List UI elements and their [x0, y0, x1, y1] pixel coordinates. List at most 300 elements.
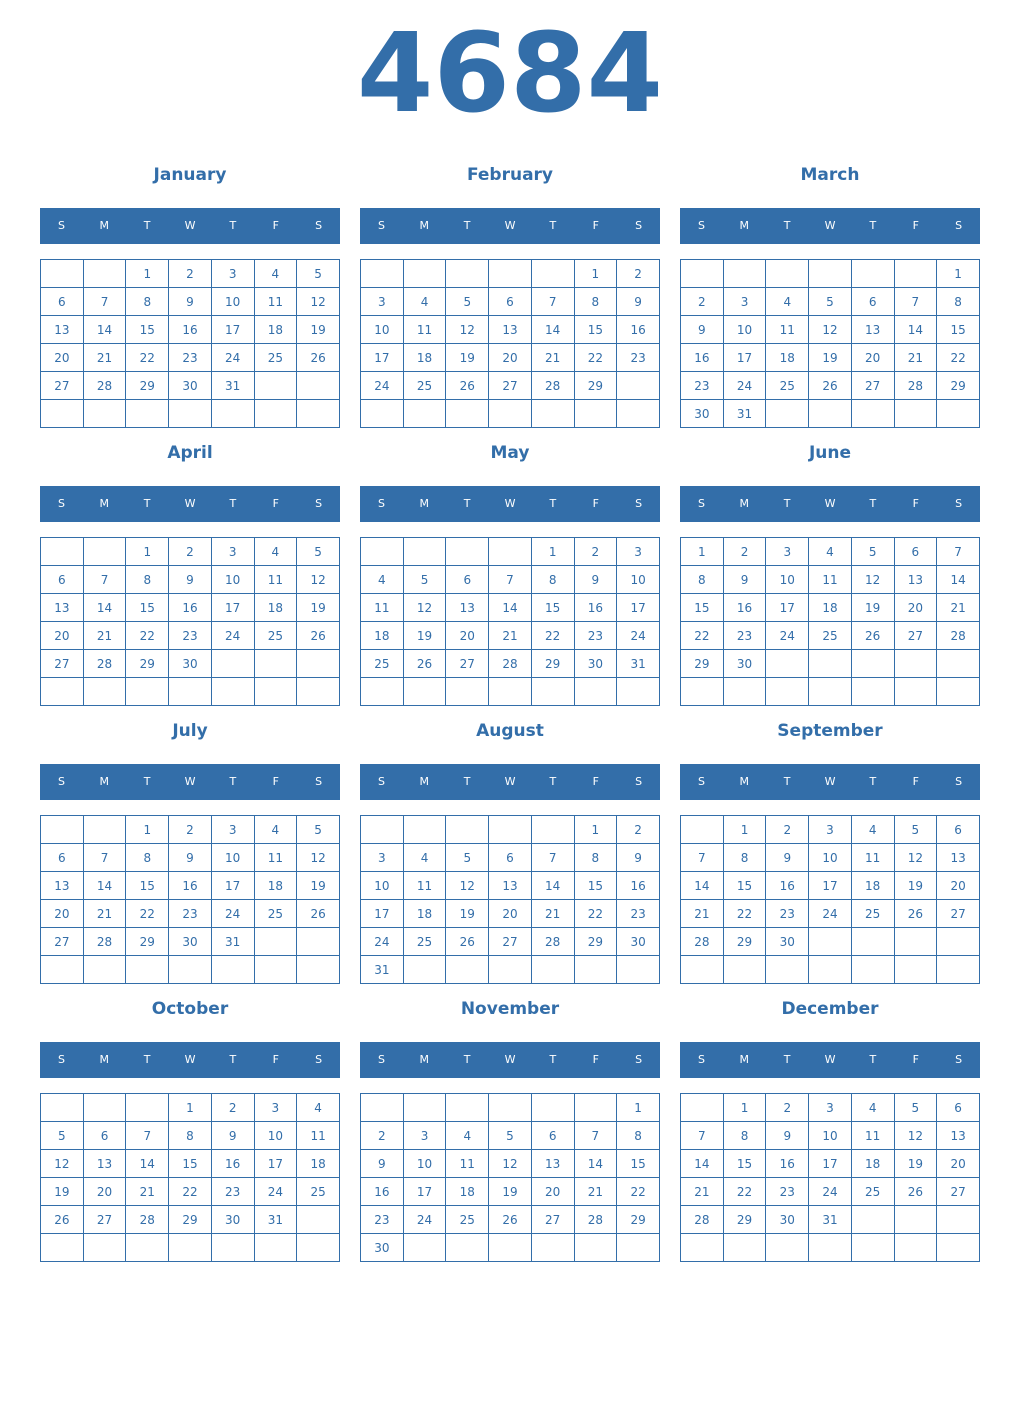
day-cell — [41, 1234, 84, 1262]
day-cell: 3 — [766, 538, 809, 566]
day-cell: 24 — [211, 622, 254, 650]
day-cell: 9 — [361, 1150, 404, 1178]
day-cell: 17 — [254, 1150, 297, 1178]
weekday-header — [360, 1042, 660, 1078]
day-cell: 17 — [403, 1178, 446, 1206]
day-cell: 12 — [297, 288, 340, 316]
day-cell: 12 — [446, 316, 489, 344]
day-cell: 17 — [361, 900, 404, 928]
day-cell — [894, 1206, 937, 1234]
week-row — [361, 1206, 660, 1234]
day-cell: 20 — [489, 900, 532, 928]
day-cell: 26 — [41, 1206, 84, 1234]
day-cell: 25 — [254, 900, 297, 928]
day-cell — [574, 678, 617, 706]
day-cell: 16 — [617, 316, 660, 344]
weekday-label: M — [739, 219, 750, 232]
month-name: November — [460, 999, 560, 1019]
week-row — [41, 1122, 340, 1150]
day-cell: 15 — [723, 1150, 766, 1178]
day-cell — [574, 956, 617, 984]
week-row — [361, 260, 660, 288]
weekday-label: T — [549, 219, 557, 232]
day-cell: 25 — [851, 900, 894, 928]
day-grid — [680, 259, 980, 428]
weekday-header — [360, 208, 660, 244]
day-cell: 19 — [894, 1150, 937, 1178]
day-cell — [169, 956, 212, 984]
day-cell: 21 — [489, 622, 532, 650]
day-cell: 15 — [723, 872, 766, 900]
day-cell: 6 — [41, 288, 84, 316]
day-cell: 12 — [851, 566, 894, 594]
day-cell — [531, 400, 574, 428]
day-cell: 28 — [531, 928, 574, 956]
day-cell — [809, 928, 852, 956]
day-cell: 30 — [169, 372, 212, 400]
day-cell — [254, 928, 297, 956]
day-cell — [41, 816, 84, 844]
weekday-label: W — [184, 775, 196, 788]
day-cell: 10 — [211, 288, 254, 316]
day-cell — [489, 400, 532, 428]
day-cell: 14 — [83, 316, 126, 344]
week-row — [681, 1206, 980, 1234]
day-cell — [531, 816, 574, 844]
day-cell: 18 — [766, 344, 809, 372]
day-cell: 12 — [403, 594, 446, 622]
day-cell — [297, 678, 340, 706]
week-row — [41, 400, 340, 428]
week-row — [41, 622, 340, 650]
week-row — [681, 594, 980, 622]
day-cell: 3 — [361, 844, 404, 872]
day-cell: 8 — [126, 844, 169, 872]
day-cell: 24 — [809, 1178, 852, 1206]
day-cell: 23 — [766, 900, 809, 928]
weekday-label: T — [143, 497, 151, 510]
weekday-label: S — [635, 775, 643, 788]
day-cell: 13 — [446, 594, 489, 622]
day-cell: 8 — [617, 1122, 660, 1150]
day-cell: 20 — [489, 344, 532, 372]
day-cell: 24 — [361, 928, 404, 956]
day-cell: 5 — [446, 288, 489, 316]
day-cell — [446, 816, 489, 844]
day-cell: 13 — [41, 872, 84, 900]
weekday-label: T — [229, 1053, 237, 1066]
day-cell: 10 — [211, 844, 254, 872]
day-cell: 29 — [723, 1206, 766, 1234]
week-row — [361, 344, 660, 372]
day-cell: 14 — [894, 316, 937, 344]
day-cell — [851, 1206, 894, 1234]
day-cell: 17 — [723, 344, 766, 372]
day-cell — [723, 678, 766, 706]
day-cell: 4 — [297, 1094, 340, 1122]
week-row — [41, 566, 340, 594]
week-row — [41, 928, 340, 956]
day-cell: 7 — [83, 566, 126, 594]
day-cell — [211, 650, 254, 678]
day-cell: 28 — [681, 1206, 724, 1234]
day-cell: 10 — [211, 566, 254, 594]
week-row — [41, 1234, 340, 1262]
day-cell: 2 — [766, 1094, 809, 1122]
day-cell: 10 — [766, 566, 809, 594]
day-cell — [723, 956, 766, 984]
day-cell: 18 — [851, 872, 894, 900]
day-cell: 4 — [403, 288, 446, 316]
day-cell: 23 — [211, 1178, 254, 1206]
day-cell — [894, 956, 937, 984]
day-cell: 1 — [574, 816, 617, 844]
day-cell: 20 — [531, 1178, 574, 1206]
day-cell: 9 — [766, 1122, 809, 1150]
day-cell: 17 — [617, 594, 660, 622]
day-cell — [83, 260, 126, 288]
day-cell: 29 — [937, 372, 980, 400]
day-cell — [41, 956, 84, 984]
day-cell: 3 — [809, 816, 852, 844]
day-cell: 2 — [766, 816, 809, 844]
day-cell: 7 — [574, 1122, 617, 1150]
day-cell: 6 — [937, 816, 980, 844]
weekday-label: T — [143, 775, 151, 788]
weekday-label: F — [592, 1053, 599, 1066]
day-cell: 3 — [361, 288, 404, 316]
day-cell — [446, 1234, 489, 1262]
day-cell: 18 — [361, 622, 404, 650]
day-cell: 14 — [126, 1150, 169, 1178]
week-row — [681, 900, 980, 928]
day-cell: 5 — [403, 566, 446, 594]
week-row — [361, 594, 660, 622]
day-cell: 18 — [809, 594, 852, 622]
day-cell: 6 — [531, 1122, 574, 1150]
day-cell: 18 — [297, 1150, 340, 1178]
day-cell — [126, 956, 169, 984]
day-cell: 15 — [126, 872, 169, 900]
day-cell: 25 — [254, 622, 297, 650]
day-cell: 29 — [681, 650, 724, 678]
day-cell: 24 — [403, 1206, 446, 1234]
week-row — [41, 900, 340, 928]
day-cell: 21 — [937, 594, 980, 622]
day-cell: 24 — [361, 372, 404, 400]
day-cell: 12 — [297, 566, 340, 594]
day-cell: 5 — [489, 1122, 532, 1150]
day-cell: 23 — [169, 622, 212, 650]
day-cell: 4 — [851, 1094, 894, 1122]
weekday-header — [40, 1042, 340, 1078]
weekday-label: T — [463, 775, 471, 788]
week-row — [41, 650, 340, 678]
week-row — [41, 538, 340, 566]
day-cell — [83, 1094, 126, 1122]
day-cell: 6 — [41, 844, 84, 872]
day-cell — [211, 678, 254, 706]
day-cell: 15 — [937, 316, 980, 344]
day-cell: 3 — [211, 538, 254, 566]
day-cell: 11 — [254, 566, 297, 594]
day-cell — [809, 956, 852, 984]
day-cell — [446, 538, 489, 566]
day-cell: 19 — [41, 1178, 84, 1206]
weekday-label: F — [272, 497, 279, 510]
weekday-label: F — [912, 775, 919, 788]
week-row — [681, 872, 980, 900]
day-cell: 20 — [83, 1178, 126, 1206]
day-cell: 25 — [361, 650, 404, 678]
day-cell: 16 — [169, 594, 212, 622]
weekday-label: W — [504, 1053, 516, 1066]
day-cell: 13 — [937, 1122, 980, 1150]
week-row — [41, 844, 340, 872]
week-row — [41, 1150, 340, 1178]
day-cell: 27 — [489, 372, 532, 400]
week-row — [41, 288, 340, 316]
day-grid — [360, 815, 660, 984]
day-cell — [894, 260, 937, 288]
day-cell — [937, 678, 980, 706]
day-cell: 16 — [617, 872, 660, 900]
day-cell — [297, 1234, 340, 1262]
day-cell: 6 — [446, 566, 489, 594]
day-grid — [360, 1093, 660, 1262]
weekday-label: T — [783, 219, 791, 232]
day-cell: 1 — [723, 1094, 766, 1122]
day-cell: 4 — [254, 538, 297, 566]
day-cell — [681, 956, 724, 984]
weekday-label: S — [635, 497, 643, 510]
day-cell: 24 — [617, 622, 660, 650]
day-cell — [766, 400, 809, 428]
day-cell: 8 — [723, 844, 766, 872]
day-cell: 31 — [723, 400, 766, 428]
week-row — [41, 1094, 340, 1122]
day-cell: 23 — [617, 900, 660, 928]
year-title: 4684 — [356, 9, 664, 137]
day-cell — [41, 538, 84, 566]
day-cell: 19 — [894, 872, 937, 900]
day-cell: 18 — [403, 900, 446, 928]
day-cell: 29 — [574, 928, 617, 956]
day-cell: 24 — [254, 1178, 297, 1206]
day-cell — [723, 260, 766, 288]
day-cell — [297, 372, 340, 400]
day-cell — [809, 260, 852, 288]
day-cell: 29 — [169, 1206, 212, 1234]
day-cell: 6 — [489, 288, 532, 316]
day-cell: 21 — [894, 344, 937, 372]
day-cell: 6 — [851, 288, 894, 316]
day-cell — [937, 928, 980, 956]
day-cell: 26 — [297, 900, 340, 928]
day-cell — [681, 678, 724, 706]
day-cell: 6 — [894, 538, 937, 566]
day-cell: 26 — [809, 372, 852, 400]
day-cell — [254, 678, 297, 706]
day-cell — [809, 1234, 852, 1262]
day-cell: 25 — [766, 372, 809, 400]
day-cell: 13 — [489, 872, 532, 900]
day-cell: 21 — [126, 1178, 169, 1206]
weekday-label: S — [315, 219, 323, 232]
day-cell: 8 — [574, 844, 617, 872]
day-cell — [403, 260, 446, 288]
week-row — [681, 400, 980, 428]
weekday-label: F — [592, 775, 599, 788]
day-cell: 15 — [169, 1150, 212, 1178]
day-cell: 16 — [169, 316, 212, 344]
day-cell — [41, 678, 84, 706]
day-cell: 20 — [851, 344, 894, 372]
day-cell — [254, 372, 297, 400]
day-cell: 9 — [169, 566, 212, 594]
day-cell: 4 — [403, 844, 446, 872]
day-cell: 22 — [169, 1178, 212, 1206]
day-cell — [766, 956, 809, 984]
day-cell: 23 — [574, 622, 617, 650]
day-cell: 27 — [531, 1206, 574, 1234]
day-cell: 7 — [681, 844, 724, 872]
week-row — [681, 1150, 980, 1178]
day-cell: 23 — [723, 622, 766, 650]
week-row — [361, 1178, 660, 1206]
day-cell: 12 — [894, 1122, 937, 1150]
weekday-label: F — [272, 219, 279, 232]
weekday-label: W — [184, 497, 196, 510]
day-cell: 18 — [403, 344, 446, 372]
day-cell: 18 — [254, 316, 297, 344]
day-cell: 28 — [83, 928, 126, 956]
day-cell: 30 — [723, 650, 766, 678]
day-cell: 9 — [169, 288, 212, 316]
day-cell — [617, 400, 660, 428]
day-cell: 16 — [766, 872, 809, 900]
day-cell: 11 — [254, 844, 297, 872]
day-cell: 24 — [809, 900, 852, 928]
day-cell: 23 — [169, 344, 212, 372]
week-row — [41, 956, 340, 984]
day-cell: 4 — [809, 538, 852, 566]
month-name: August — [476, 721, 544, 741]
day-cell — [851, 650, 894, 678]
day-cell: 8 — [937, 288, 980, 316]
day-cell: 19 — [297, 872, 340, 900]
weekday-label: S — [57, 219, 65, 232]
day-cell — [851, 678, 894, 706]
day-cell: 30 — [361, 1234, 404, 1262]
day-cell: 30 — [681, 400, 724, 428]
week-row — [41, 316, 340, 344]
weekday-label: S — [955, 775, 963, 788]
day-cell — [851, 1234, 894, 1262]
day-cell: 2 — [169, 816, 212, 844]
day-cell: 11 — [446, 1150, 489, 1178]
weekday-header — [360, 764, 660, 800]
weekday-label: F — [272, 775, 279, 788]
weekday-label: T — [549, 497, 557, 510]
day-cell — [297, 650, 340, 678]
day-cell: 28 — [937, 622, 980, 650]
day-cell: 1 — [937, 260, 980, 288]
day-cell: 31 — [254, 1206, 297, 1234]
week-row — [361, 538, 660, 566]
day-cell: 31 — [809, 1206, 852, 1234]
day-cell: 26 — [446, 372, 489, 400]
day-cell: 28 — [489, 650, 532, 678]
day-cell: 29 — [126, 372, 169, 400]
day-cell: 2 — [169, 538, 212, 566]
day-cell: 12 — [41, 1150, 84, 1178]
week-row — [361, 372, 660, 400]
day-cell — [531, 1094, 574, 1122]
month-name: October — [151, 999, 229, 1019]
day-cell: 23 — [169, 900, 212, 928]
weekday-header — [40, 486, 340, 522]
weekday-header — [680, 486, 980, 522]
day-cell — [403, 956, 446, 984]
day-cell — [169, 400, 212, 428]
day-cell: 6 — [41, 566, 84, 594]
weekday-label: W — [184, 219, 196, 232]
day-cell: 21 — [531, 900, 574, 928]
day-cell: 23 — [681, 372, 724, 400]
day-cell — [361, 678, 404, 706]
day-cell: 27 — [41, 372, 84, 400]
day-cell: 11 — [403, 872, 446, 900]
day-cell: 13 — [851, 316, 894, 344]
day-cell: 28 — [83, 650, 126, 678]
week-row — [41, 1178, 340, 1206]
day-cell — [361, 816, 404, 844]
day-cell — [574, 400, 617, 428]
day-cell: 19 — [446, 344, 489, 372]
day-cell: 6 — [83, 1122, 126, 1150]
day-grid — [680, 1093, 980, 1262]
day-cell — [574, 1094, 617, 1122]
week-row — [361, 816, 660, 844]
day-cell: 20 — [937, 1150, 980, 1178]
day-cell: 17 — [809, 1150, 852, 1178]
day-cell: 13 — [531, 1150, 574, 1178]
day-cell — [297, 1206, 340, 1234]
day-cell — [446, 1094, 489, 1122]
day-cell: 4 — [254, 260, 297, 288]
day-cell: 16 — [574, 594, 617, 622]
day-cell: 14 — [531, 316, 574, 344]
day-cell: 18 — [446, 1178, 489, 1206]
day-cell — [531, 678, 574, 706]
day-cell: 22 — [531, 622, 574, 650]
day-cell: 20 — [894, 594, 937, 622]
day-cell: 17 — [211, 872, 254, 900]
weekday-header — [40, 764, 340, 800]
day-cell — [531, 956, 574, 984]
day-cell: 3 — [254, 1094, 297, 1122]
day-cell: 7 — [531, 288, 574, 316]
day-cell — [403, 538, 446, 566]
day-cell — [489, 260, 532, 288]
day-cell: 22 — [126, 900, 169, 928]
weekday-label: M — [739, 497, 750, 510]
day-cell: 11 — [809, 566, 852, 594]
day-cell — [254, 400, 297, 428]
day-cell: 29 — [531, 650, 574, 678]
day-cell: 17 — [211, 316, 254, 344]
